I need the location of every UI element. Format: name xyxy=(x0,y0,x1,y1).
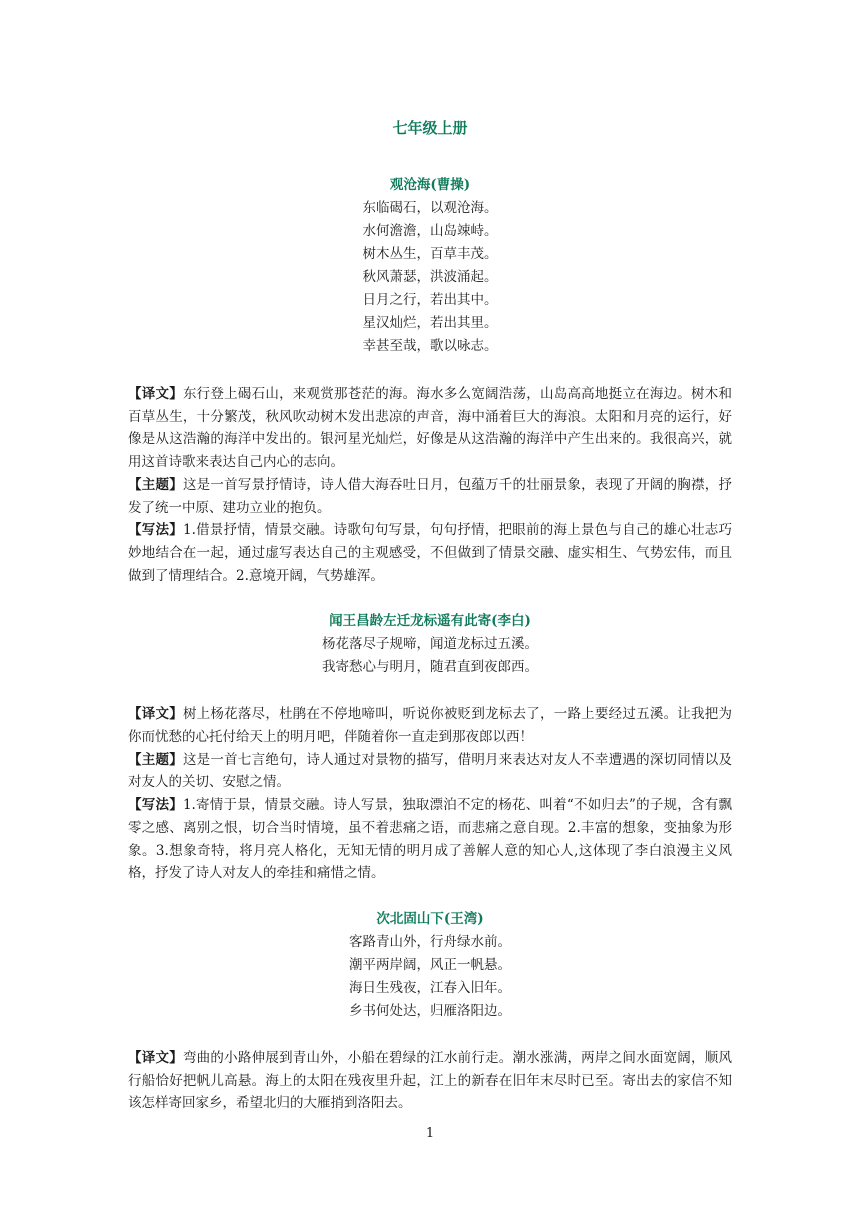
translation-label: 【译文】 xyxy=(128,1049,183,1066)
technique-paragraph xyxy=(128,794,732,885)
translation-text: 东行登上碣石山，来观赏那苍茫的海。海水多么宽阔浩荡，山岛高高地挺立在海边。树木和百草丛生，十分繁茂，秋风吹动树木发出悲凉的声音，海中涌着巨大的海浪。太阳和月亮的运行，好像是从这浩瀚的海洋中发出的。银河星光灿烂，好像是从这浩瀚的海洋中产生出来的。我很高兴，就用这首诗歌来表达自己内心的志向。 xyxy=(128,386,733,471)
poem-line: 水何澹澹，山岛竦峙。 xyxy=(362,223,498,239)
technique-label: 【写法】 xyxy=(128,797,183,814)
poem-notes xyxy=(128,703,732,885)
page-content xyxy=(128,118,732,1115)
technique-label: 【写法】 xyxy=(128,522,183,539)
theme-text: 这是一首写景抒情诗，诗人借大海吞吐日月，包蕴万千的壮丽景象，表现了开阔的胸襟，抒发了统一中原、建功立业的抱负。 xyxy=(128,476,733,516)
poem-body xyxy=(128,197,732,358)
translation-label: 【译文】 xyxy=(128,386,183,402)
poem-title: 闻王昌龄左迁龙标遥有此寄(李白) xyxy=(329,613,531,630)
page-number: 1 xyxy=(425,1126,435,1141)
translation-paragraph xyxy=(128,383,732,474)
poem-body xyxy=(128,633,732,679)
theme-label: 【主题】 xyxy=(128,476,183,493)
theme-paragraph xyxy=(128,749,732,794)
poem-line: 秋风萧瑟，洪波涌起。 xyxy=(362,269,498,285)
poem-line: 星汉灿烂，若出其里。 xyxy=(362,315,498,331)
poem-line: 潮平两岸阔，风正一帆悬。 xyxy=(349,956,511,973)
poem-line: 幸甚至哉，歌以咏志。 xyxy=(362,338,498,354)
technique-text: 1.寄情于景，情景交融。诗人写景，独取漂泊不定的杨花、叫着“不如归去”的子规，含有飘零之感、离别之恨，切合当时情境，虽不着悲痛之语，而悲痛之意自现。2.丰富的想象，变抽象为形象。3.想象奇特，将月亮人格化，无知无情的明月成了善解人意的知心人,这体现了李白浪漫主义风格，抒发了诗人对友人的牵挂和痛惜之情。 xyxy=(128,797,732,882)
translation-text: 弯曲的小路伸展到青山外，小船在碧绿的江水前行走。潮水涨满，两岸之间水面宽阔，顺风行船恰好把帆儿高悬。海上的太阳在残夜里升起，江上的新春在旧年末尽时已至。寄出去的家信不知该怎样寄回家乡，希望北归的大雁捎到洛阳去。 xyxy=(128,1049,733,1112)
poem-section xyxy=(128,174,732,587)
technique-paragraph xyxy=(128,519,732,587)
technique-text: 1.借景抒情，情景交融。诗歌句句写景，句句抒情，把眼前的海上景色与自己的雄心壮志巧妙地结合在一起，通过虚写表达自己的主观感受，不但做到了情景交融、虚实相生、气势宏伟，而且做到了情理结合。2.意境开阔，气势雄浑。 xyxy=(128,522,733,584)
poem-notes xyxy=(128,383,732,587)
page-title: 七年级上册 xyxy=(392,119,468,137)
translation-paragraph xyxy=(128,1047,732,1115)
poem-line: 树木丛生，百草丰茂。 xyxy=(362,246,498,262)
poem-line: 杨花落尽子规啼，闻道龙标过五溪。 xyxy=(322,636,538,653)
poem-notes xyxy=(128,1047,732,1115)
poem-line: 乡书何处达，归雁洛阳边。 xyxy=(349,1002,511,1019)
poem-line: 海日生残夜，江春入旧年。 xyxy=(349,979,511,996)
poem-line: 日月之行，若出其中。 xyxy=(362,292,498,308)
theme-paragraph xyxy=(128,474,732,519)
poem-title: 观沧海(曹操) xyxy=(389,177,471,193)
theme-text: 这是一首七言绝句，诗人通过对景物的描写，借明月来表达对友人不幸遭遇的深切同情以及对友人的关切、安慰之情。 xyxy=(128,751,733,791)
translation-text: 树上杨花落尽，杜鹃在不停地啼叫，听说你被贬到龙标去了，一路上要经过五溪。让我把为你而忧愁的心托付给天上的明月吧，伴随着你一直走到那夜郎以西！ xyxy=(128,706,733,746)
poem-section xyxy=(128,908,732,1115)
poem-line: 我寄愁心与明月，随君直到夜郎西。 xyxy=(322,659,538,676)
poem-line: 客路青山外，行舟绿水前。 xyxy=(349,933,511,950)
poem-line: 东临碣石，以观沧海。 xyxy=(362,200,498,216)
translation-label: 【译文】 xyxy=(128,706,183,723)
translation-paragraph xyxy=(128,703,732,748)
poem-section xyxy=(128,610,732,885)
poem-body xyxy=(128,931,732,1023)
theme-label: 【主题】 xyxy=(128,751,183,768)
poem-title: 次北固山下(王湾) xyxy=(376,910,484,927)
